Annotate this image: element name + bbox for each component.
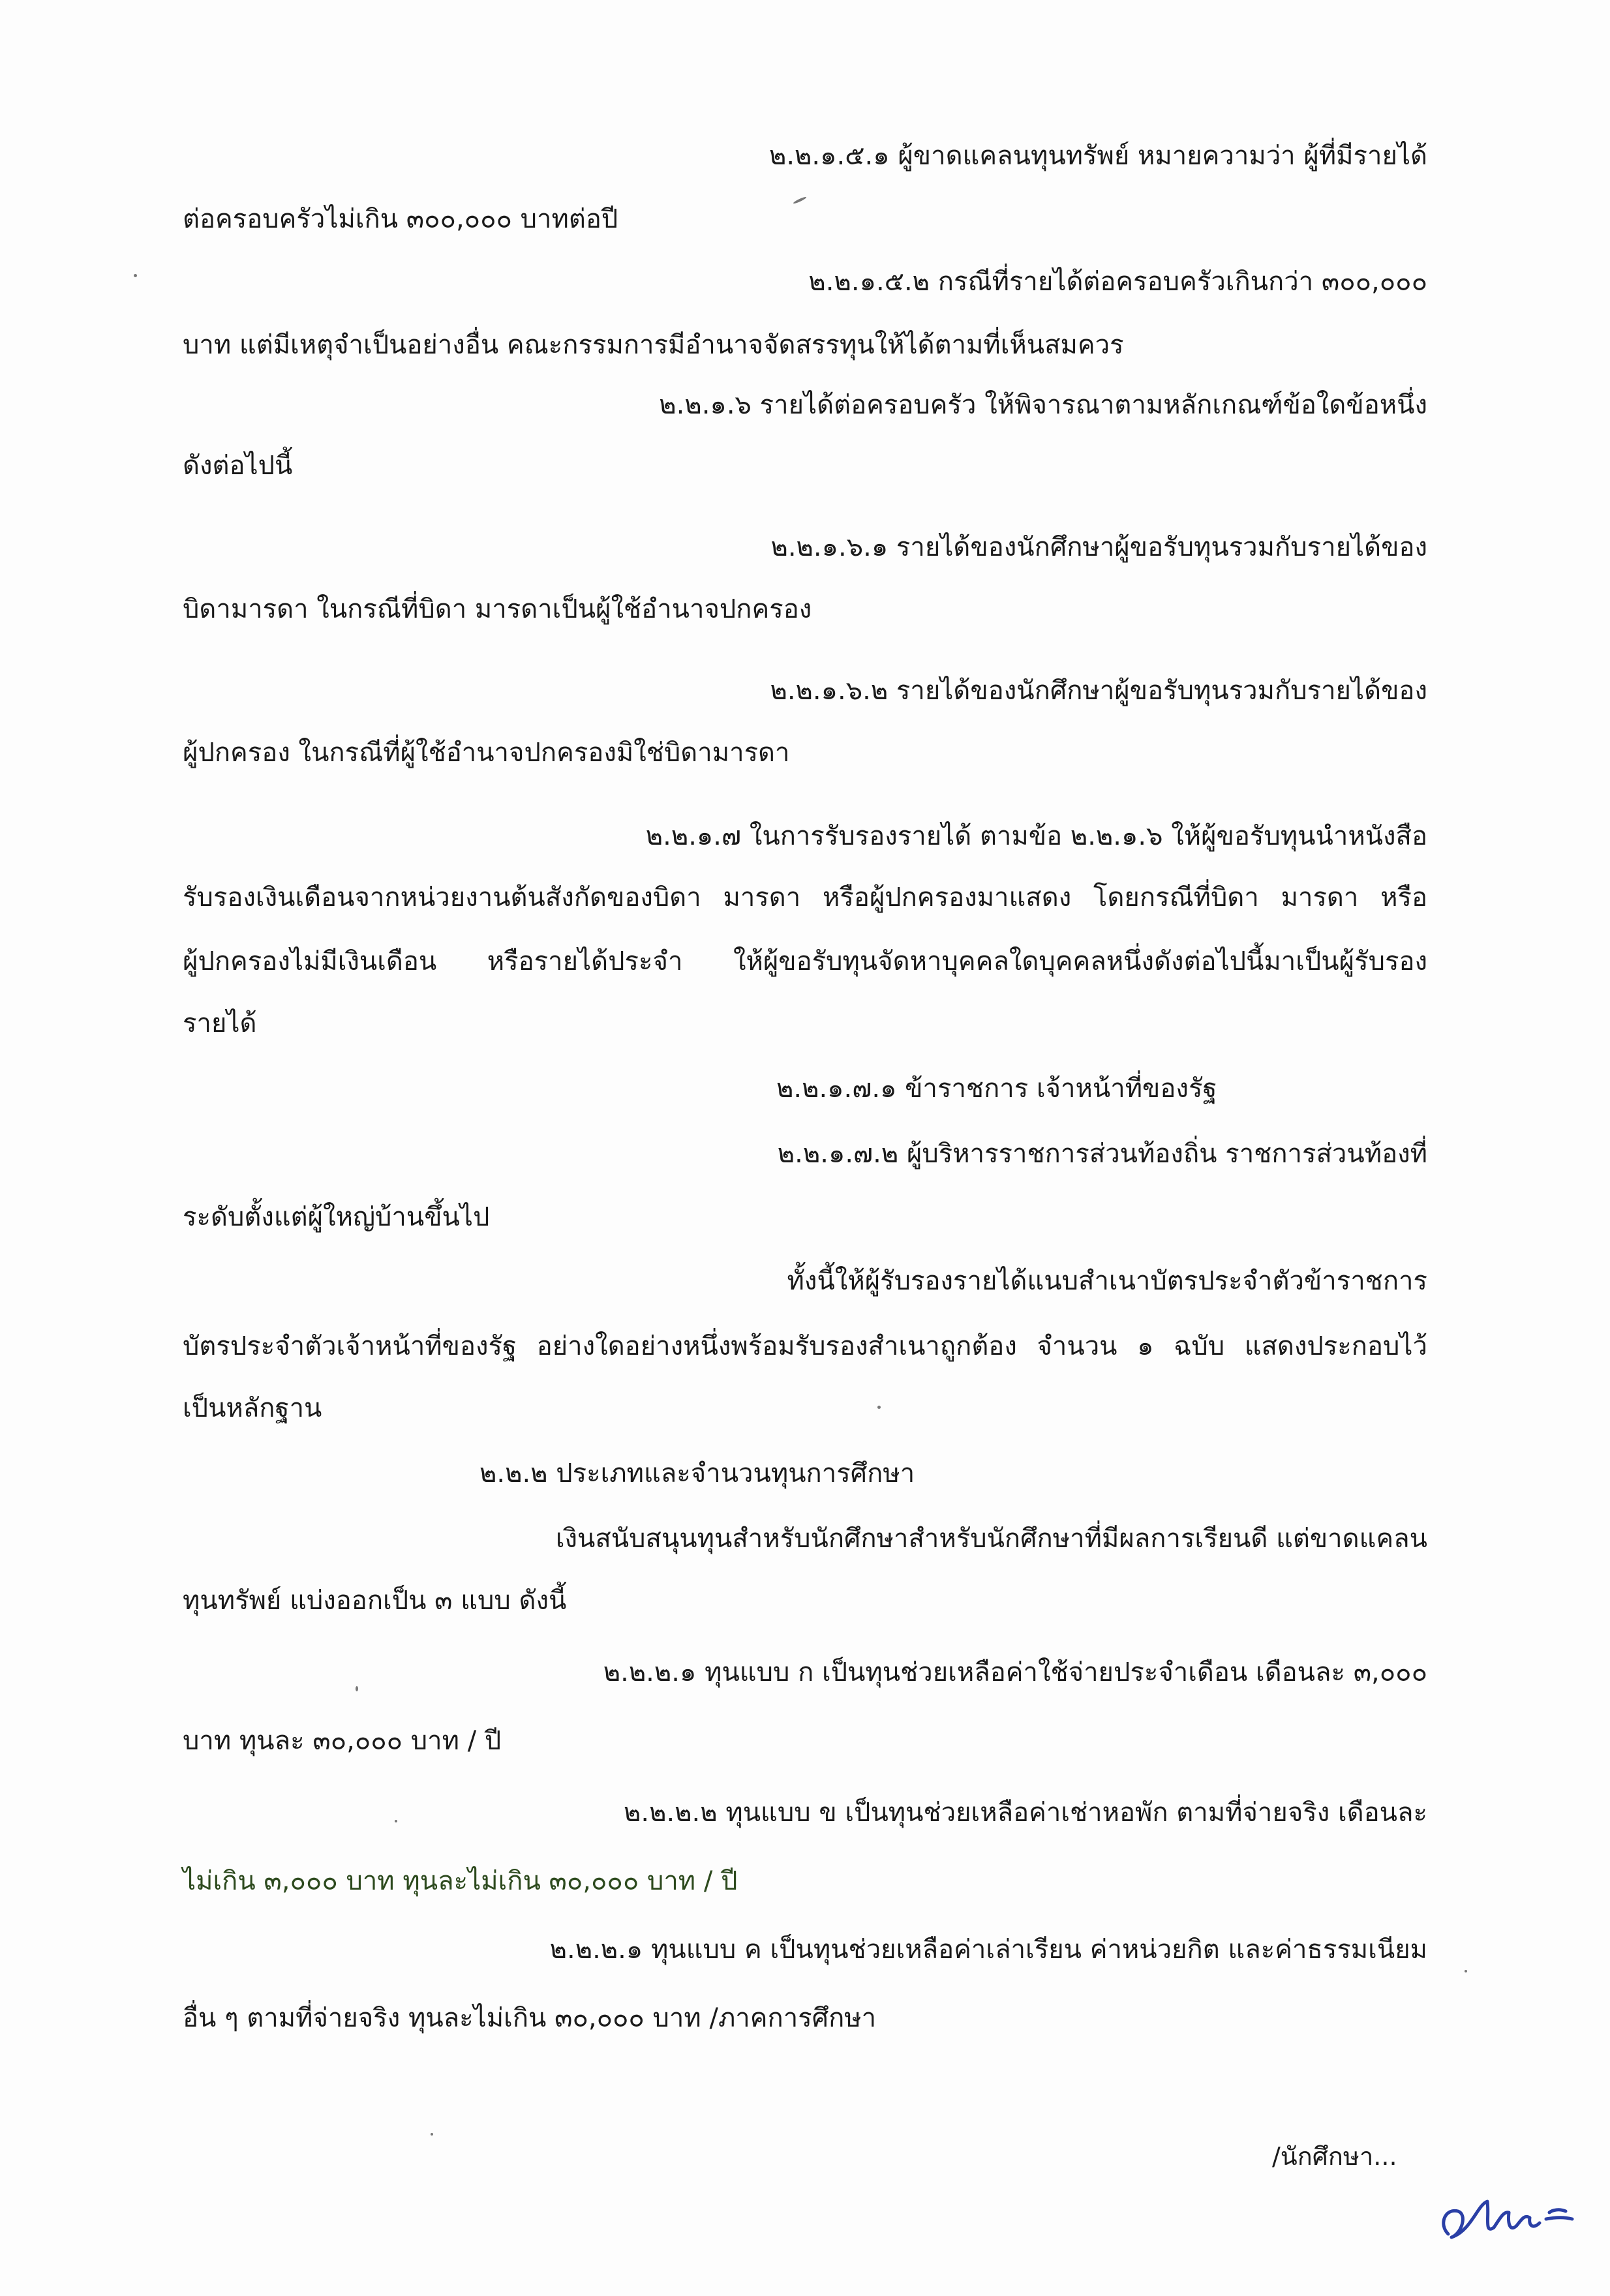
clause-22171: ๒.๒.๑.๗.๑ ข้าราชการ เจ้าหน้าที่ของรัฐ: [776, 1074, 1217, 1104]
certification-line1: ทั้งนี้ให้ผู้รับรองรายได้แนบสำเนาบัตรประจำตัวข้าราชการ: [787, 1266, 1427, 1296]
clause-22152-line2: บาท แต่มีเหตุจำเป็นอย่างอื่น คณะกรรมการมีอำนาจจัดสรรทุนให้ได้ตามที่เห็นสมควร: [183, 330, 1124, 360]
clause-22161-line1: ๒.๒.๑.๖.๑ รายได้ของนักศึกษาผู้ขอรับทุนรวมกับรายได้ของ: [770, 532, 1427, 562]
clause-22151-line2: ต่อครอบครัวไม่เกิน ๓๐๐,๐๐๐ บาทต่อปี: [183, 204, 618, 234]
clause-2221c-line1: ๒.๒.๒.๑ ทุนแบบ ค เป็นทุนช่วยเหลือค่าเล่าเรียน ค่าหน่วยกิต และค่าธรรมเนียม: [549, 1935, 1427, 1965]
clause-2216-line1: ๒.๒.๑.๖ รายได้ต่อครอบครัว ให้พิจารณาตามหลักเกณฑ์ข้อใดข้อหนึ่ง: [659, 390, 1427, 420]
clause-22161-line2: บิดามารดา ในกรณีที่บิดา มารดาเป็นผู้ใช้อำนาจปกครอง: [183, 594, 812, 624]
clause-2222-line2: ไม่เกิน ๓,๐๐๐ บาท ทุนละไม่เกิน ๓๐,๐๐๐ บาท / ปี: [183, 1866, 738, 1896]
section-222-heading: ๒.๒.๒ ประเภทและจำนวนทุนการศึกษา: [479, 1458, 915, 1488]
handwritten-signature: [1432, 2172, 1595, 2263]
scan-speck: [395, 1820, 397, 1822]
clause-2221c-line2: อื่น ๆ ตามที่จ่ายจริง ทุนละไม่เกิน ๓๐,๐๐๐ บาท /ภาคการศึกษา: [183, 2003, 877, 2033]
clause-22162-line1: ๒.๒.๑.๖.๒ รายได้ของนักศึกษาผู้ขอรับทุนรวมกับรายได้ของ: [770, 676, 1427, 706]
clause-2221a-line1: ๒.๒.๒.๑ ทุนแบบ ก เป็นทุนช่วยเหลือค่าใช้จ่ายประจำเดือน เดือนละ ๓,๐๐๐: [603, 1657, 1427, 1687]
certification-line3: เป็นหลักฐาน: [183, 1393, 322, 1423]
clause-22172-line1: ๒.๒.๑.๗.๒ ผู้บริหารราชการส่วนท้องถิ่น ราชการส่วนท้องที่: [777, 1139, 1427, 1169]
section-222-intro-line1: เงินสนับสนุนทุนสำหรับนักศึกษาสำหรับนักศึกษาที่มีผลการเรียนดี แต่ขาดแคลน: [555, 1524, 1427, 1554]
scan-speck: [431, 2133, 433, 2136]
clause-2216-line2: ดังต่อไปนี้: [183, 451, 293, 481]
scan-speck: [134, 274, 137, 277]
scan-speck: [877, 1406, 881, 1409]
continuation-marker: /นักศึกษา...: [1272, 2142, 1397, 2171]
section-222-intro-line2: ทุนทรัพย์ แบ่งออกเป็น ๓ แบบ ดังนี้: [183, 1586, 567, 1616]
clause-2217-line1: ๒.๒.๑.๗ ในการรับรองรายได้ ตามข้อ ๒.๒.๑.๖ ให้ผู้ขอรับทุนนำหนังสือ: [645, 821, 1427, 851]
clause-22162-line2: ผู้ปกครอง ในกรณีที่ผู้ใช้อำนาจปกครองมิใช่บิดามารดา: [183, 738, 790, 768]
clause-22151-line1: ๒.๒.๑.๕.๑ ผู้ขาดแคลนทุนทรัพย์ หมายความว่า ผู้ที่มีรายได้: [768, 141, 1427, 171]
clause-2217-line3: ผู้ปกครองไม่มีเงินเดือน หรือรายได้ประจำ ให้ผู้ขอรับทุนจัดหาบุคคลใดบุคคลหนึ่งดังต่อไปนี้มาเป็นผู้รับรอง: [183, 946, 1427, 976]
scan-speck: [1465, 1970, 1467, 1972]
clause-2222-line1: ๒.๒.๒.๒ ทุนแบบ ข เป็นทุนช่วยเหลือค่าเช่าหอพัก ตามที่จ่ายจริง เดือนละ: [624, 1798, 1427, 1828]
clause-22152-line1: ๒.๒.๑.๕.๒ กรณีที่รายได้ต่อครอบครัวเกินกว่า ๓๐๐,๐๐๐: [808, 267, 1427, 297]
scan-speck: [793, 196, 807, 205]
certification-line2: บัตรประจำตัวเจ้าหน้าที่ของรัฐ อย่างใดอย่างหนึ่งพร้อมรับรองสำเนาถูกต้อง จำนวน ๑ ฉบับ แสดงประกอบไว้: [183, 1331, 1427, 1361]
clause-2221a-line2: บาท ทุนละ ๓๐,๐๐๐ บาท / ปี: [183, 1726, 502, 1756]
clause-2217-line4: รายได้: [183, 1008, 257, 1038]
scan-speck: [356, 1686, 358, 1691]
clause-22172-line2: ระดับตั้งแต่ผู้ใหญ่บ้านขึ้นไป: [183, 1202, 490, 1232]
clause-2217-line2: รับรองเงินเดือนจากหน่วยงานต้นสังกัดของบิดา มารดา หรือผู้ปกครองมาแสดง โดยกรณีที่บิดา มารดา หรือ: [183, 883, 1427, 913]
